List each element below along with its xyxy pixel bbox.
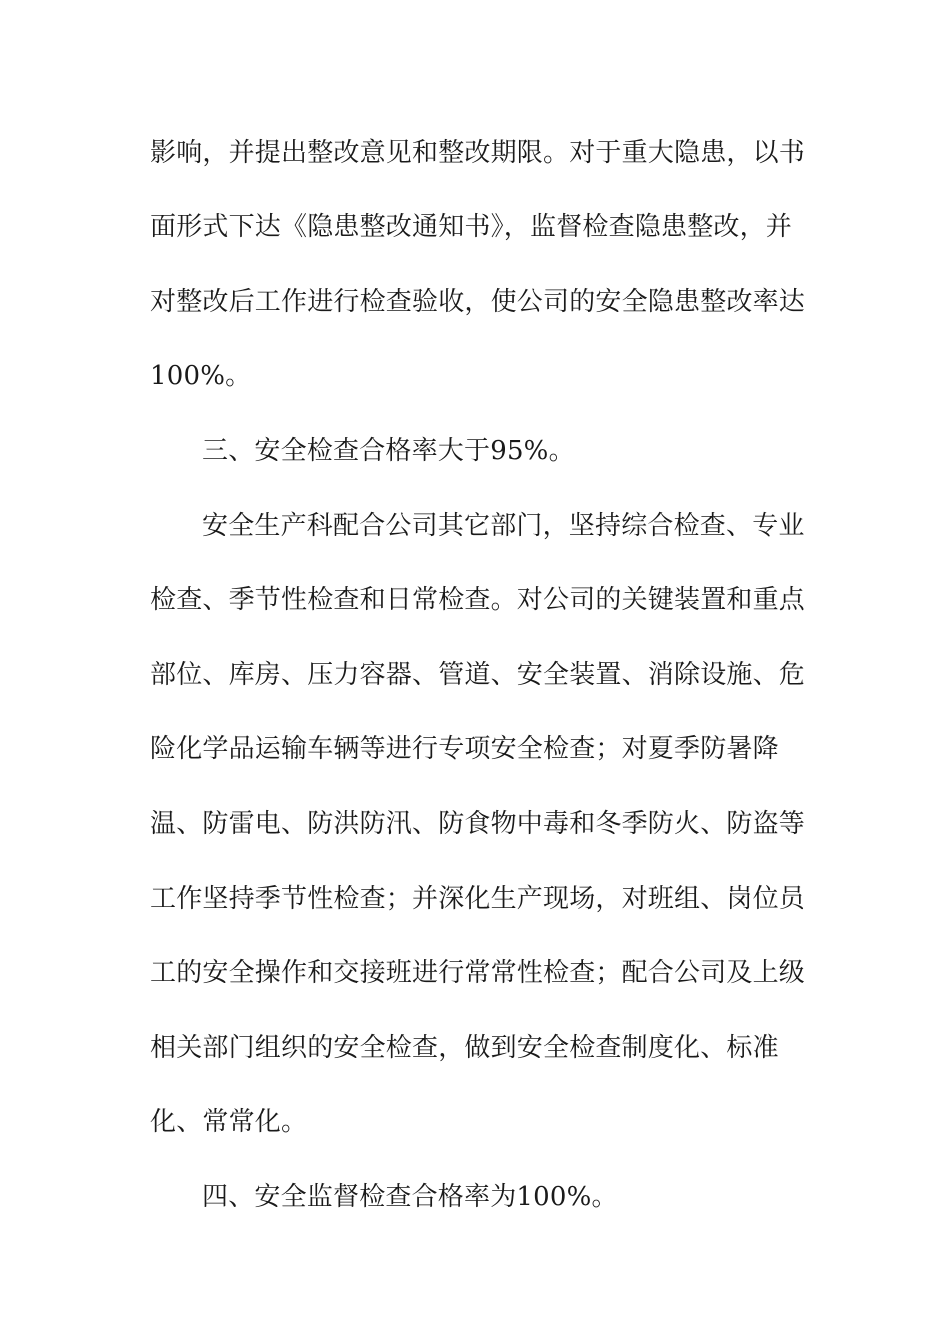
- paragraph-line: 安全生产科配合公司其它部门，坚持综合检查、专业: [202, 511, 805, 541]
- paragraph-line: 工作坚持季节性检查；并深化生产现场，对班组、岗位员: [150, 884, 806, 914]
- paragraph-line: 影响，并提出整改意见和整改期限。对于重大隐患，以书: [150, 138, 806, 168]
- paragraph-line: 险化学品运输车辆等进行专项安全检查；对夏季防暑降: [150, 734, 779, 764]
- section-heading: 四、安全监督检查合格率为100%。: [202, 1182, 618, 1212]
- paragraph-line: 面形式下达《隐患整改通知书》，监督检查隐患整改，并: [150, 212, 793, 242]
- paragraph-line: 检查、季节性检查和日常检查。对公司的关键装置和重点: [150, 585, 806, 615]
- paragraph-line: 对整改后工作进行检查验收，使公司的安全隐患整改率达: [150, 287, 806, 317]
- paragraph-line: 100%。: [150, 361, 252, 391]
- paragraph-line: 化、常常化。: [150, 1107, 308, 1137]
- paragraph-line: 部位、库房、压力容器、管道、安全装置、消除设施、危: [150, 660, 806, 690]
- paragraph-line: 相关部门组织的安全检查，做到安全检查制度化、标准: [150, 1033, 779, 1063]
- paragraph-line: 温、防雷电、防洪防汛、防食物中毒和冬季防火、防盗等: [150, 809, 806, 839]
- paragraph-line: 工的安全操作和交接班进行常常性检查；配合公司及上级: [150, 958, 806, 988]
- section-heading: 三、安全检查合格率大于95%。: [202, 436, 575, 466]
